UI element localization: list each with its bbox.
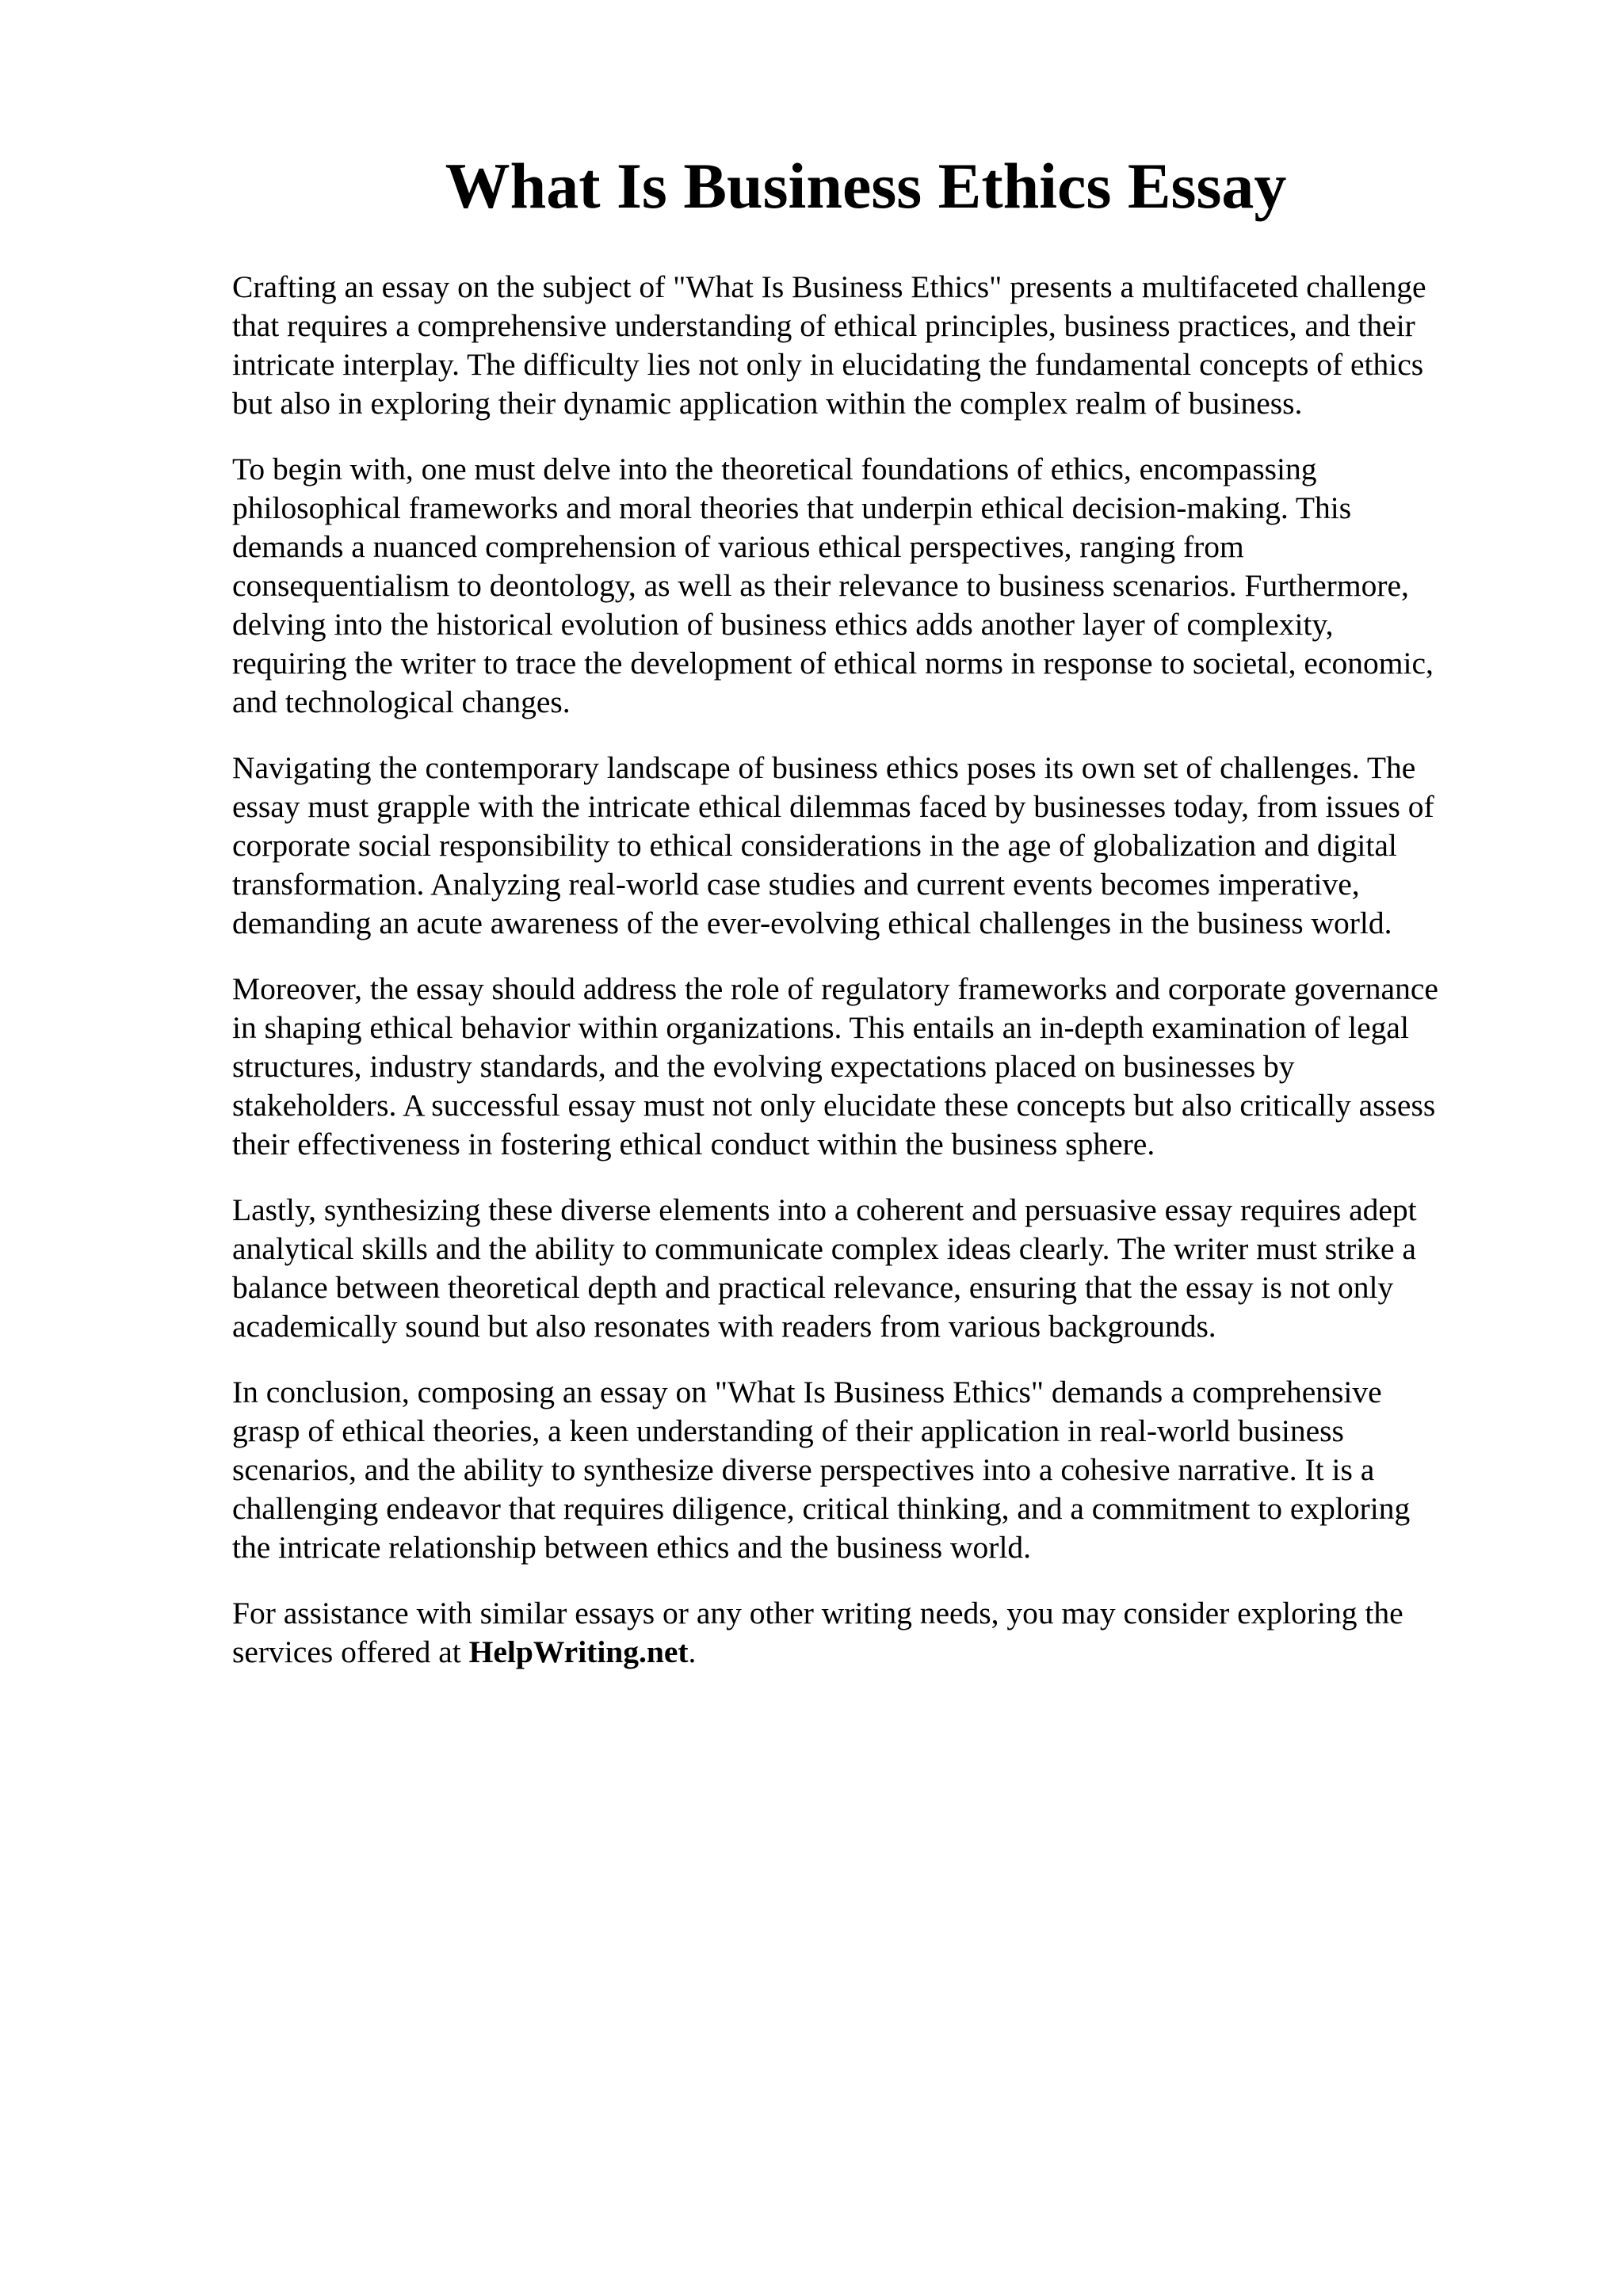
closing-prefix: services offered at	[232, 1634, 469, 1669]
helpwriting-link[interactable]: HelpWriting.net	[468, 1634, 689, 1669]
text-line: structures, industry standards, and the evolving expectations placed on businesses by	[232, 1049, 1295, 1084]
text-line: Navigating the contemporary landscape of business ethics poses its own set of challenges. The	[232, 750, 1416, 785]
text-line: delving into the historical evolution of business ethics adds another layer of complexity,	[232, 607, 1334, 642]
paragraph-foundations	[232, 450, 1500, 722]
document-title: What Is Business Ethics Essay	[445, 150, 1287, 222]
text-line: transformation. Analyzing real-world case studies and current events becomes imperative,	[232, 867, 1360, 902]
paragraph-contemporary	[232, 749, 1500, 943]
text-line: challenging endeavor that requires diligence, critical thinking, and a commitment to exploring	[232, 1491, 1411, 1526]
text-line: demands a nuanced comprehension of various ethical perspectives, ranging from	[232, 529, 1244, 564]
text-line: consequentialism to deontology, as well as their relevance to business scenarios. Furthermore,	[232, 568, 1409, 603]
text-line: balance between theoretical depth and practical relevance, ensuring that the essay is not only	[232, 1270, 1394, 1305]
text-line: stakeholders. A successful essay must not only elucidate these concepts but also critically assess	[232, 1088, 1436, 1123]
text-line: analytical skills and the ability to communicate complex ideas clearly. The writer must strike a	[232, 1231, 1416, 1266]
text-line: intricate interplay. The difficulty lies not only in elucidating the fundamental concepts of ethics	[232, 347, 1424, 382]
text-line: but also in exploring their dynamic application within the complex realm of business.	[232, 386, 1303, 421]
text-line: To begin with, one must delve into the theoretical foundations of ethics, encompassing	[232, 452, 1317, 486]
closing-suffix: .	[688, 1634, 697, 1669]
text-line: Lastly, synthesizing these diverse elements into a coherent and persuasive essay requires adept	[232, 1192, 1417, 1227]
document-body	[232, 268, 1500, 1699]
text-line: For assistance with similar essays or any other writing needs, you may consider exploring the	[232, 1596, 1403, 1630]
text-line: corporate social responsibility to ethical considerations in the age of globalization and digital	[232, 828, 1397, 863]
text-line: Moreover, the essay should address the role of regulatory frameworks and corporate governance	[232, 971, 1438, 1006]
paragraph-closing	[232, 1594, 1500, 1672]
paragraph-synthesis	[232, 1191, 1500, 1346]
paragraph-regulatory	[232, 970, 1500, 1164]
text-line: philosophical frameworks and moral theories that underpin ethical decision-making. This	[232, 490, 1352, 525]
text-line: essay must grapple with the intricate ethical dilemmas faced by businesses today, from issues of	[232, 789, 1434, 824]
text-line: requiring the writer to trace the development of ethical norms in response to societal, economic,	[232, 646, 1434, 681]
paragraph-conclusion	[232, 1373, 1500, 1567]
text-line	[232, 1633, 1500, 1672]
text-line: that requires a comprehensive understanding of ethical principles, business practices, and their	[232, 308, 1415, 343]
text-line: the intricate relationship between ethics and the business world.	[232, 1530, 1032, 1565]
text-line: Crafting an essay on the subject of "What Is Business Ethics" presents a multifaceted challenge	[232, 269, 1426, 304]
text-line: in shaping ethical behavior within organizations. This entails an in-depth examination of legal	[232, 1010, 1409, 1045]
text-line: In conclusion, composing an essay on "What Is Business Ethics" demands a comprehensive	[232, 1375, 1382, 1409]
text-line: demanding an acute awareness of the ever-evolving ethical challenges in the business world.	[232, 906, 1392, 940]
text-line: academically sound but also resonates with readers from various backgrounds.	[232, 1309, 1216, 1344]
text-line: their effectiveness in fostering ethical conduct within the business sphere.	[232, 1127, 1155, 1161]
text-line: scenarios, and the ability to synthesize diverse perspectives into a cohesive narrative. It is a	[232, 1452, 1375, 1487]
text-line: grasp of ethical theories, a keen understanding of their application in real-world business	[232, 1413, 1344, 1448]
text-line: and technological changes.	[232, 685, 571, 719]
paragraph-intro	[232, 268, 1500, 423]
